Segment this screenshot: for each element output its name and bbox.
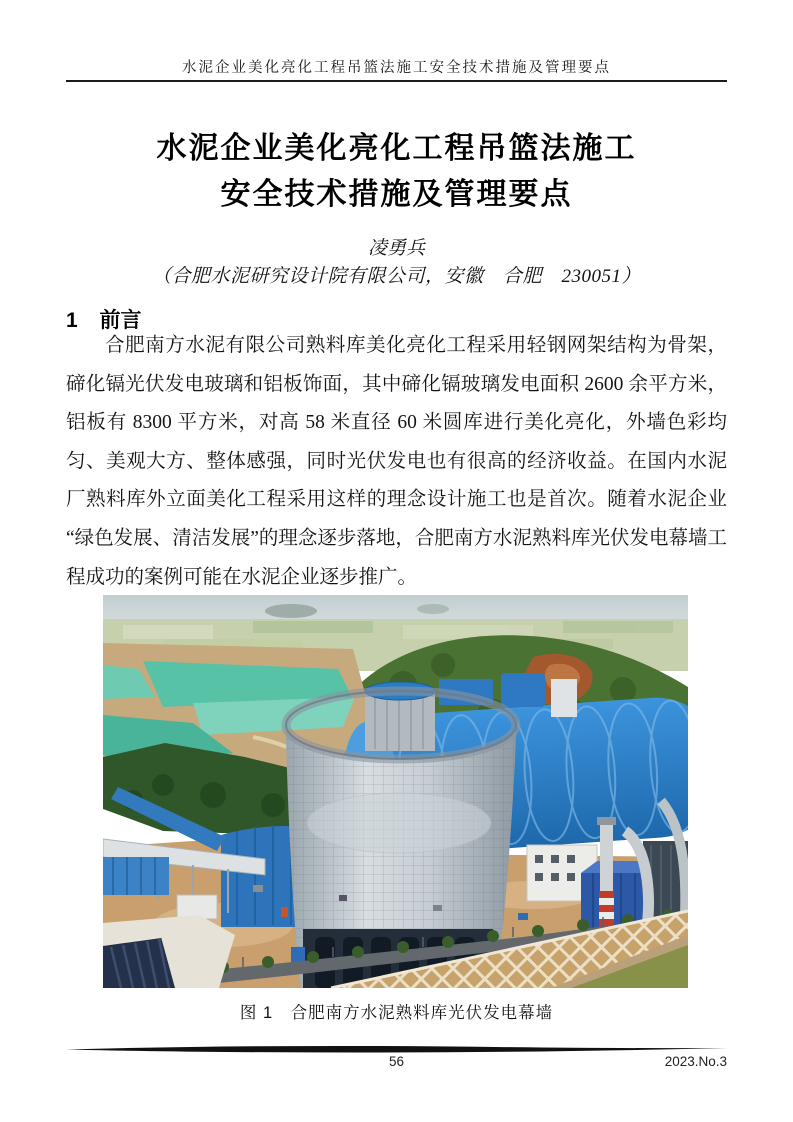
running-head: 水泥企业美化亮化工程吊篮法施工安全技术措施及管理要点 <box>182 60 611 76</box>
section-number: 1 <box>66 309 78 332</box>
plant-aerial-illustration <box>103 595 688 988</box>
article-title <box>46 126 747 218</box>
author-affiliation: （合肥水泥研究设计院有限公司，安徽 合肥 230051） <box>151 266 641 287</box>
intro-paragraph: 合肥南方水泥有限公司熟料库美化亮化工程采用轻钢网架结构为骨架，碲化镉光伏发电玻璃和铝板饰面，其中碲化镉玻璃发电面积 2600 余平方米，铝板有 8300 平方米，对高 58 米直径 60 米圆库进行美化亮化，外墙色彩均匀、美观大方、整体感强，同时光伏发电也有很高的经济收益。在国内水泥厂熟料库外立面美化工程采用这样的理念设计施工也是首次。随着水泥企业“绿色发展、清洁发展”的理念逐步落地，合肥南方水泥熟料库光伏发电幕墙工程成功的案例可能在水泥企业逐步推广。 <box>66 335 727 588</box>
article-title-line1: 水泥企业美化亮化工程吊篮法施工 <box>156 132 637 165</box>
article-title-line2: 安全技术措施及管理要点 <box>220 178 573 211</box>
photo-chimney-stripes <box>599 891 614 927</box>
photo-distant-hill-2 <box>417 604 449 614</box>
figure-photo <box>103 595 688 988</box>
author-name: 凌勇兵 <box>367 238 425 259</box>
photo-bottom-left-structures <box>103 915 235 988</box>
page-number: 56 <box>388 1054 405 1069</box>
header-rule <box>66 80 727 82</box>
photo-distant-hill <box>265 604 317 618</box>
section-title: 前言 <box>99 309 142 332</box>
footer-rule <box>66 1045 727 1054</box>
journal-issue: 2023.No.3 <box>664 1054 727 1069</box>
figure-caption: 图 1 合肥南方水泥熟料库光伏发电幕墙 <box>239 1004 554 1022</box>
